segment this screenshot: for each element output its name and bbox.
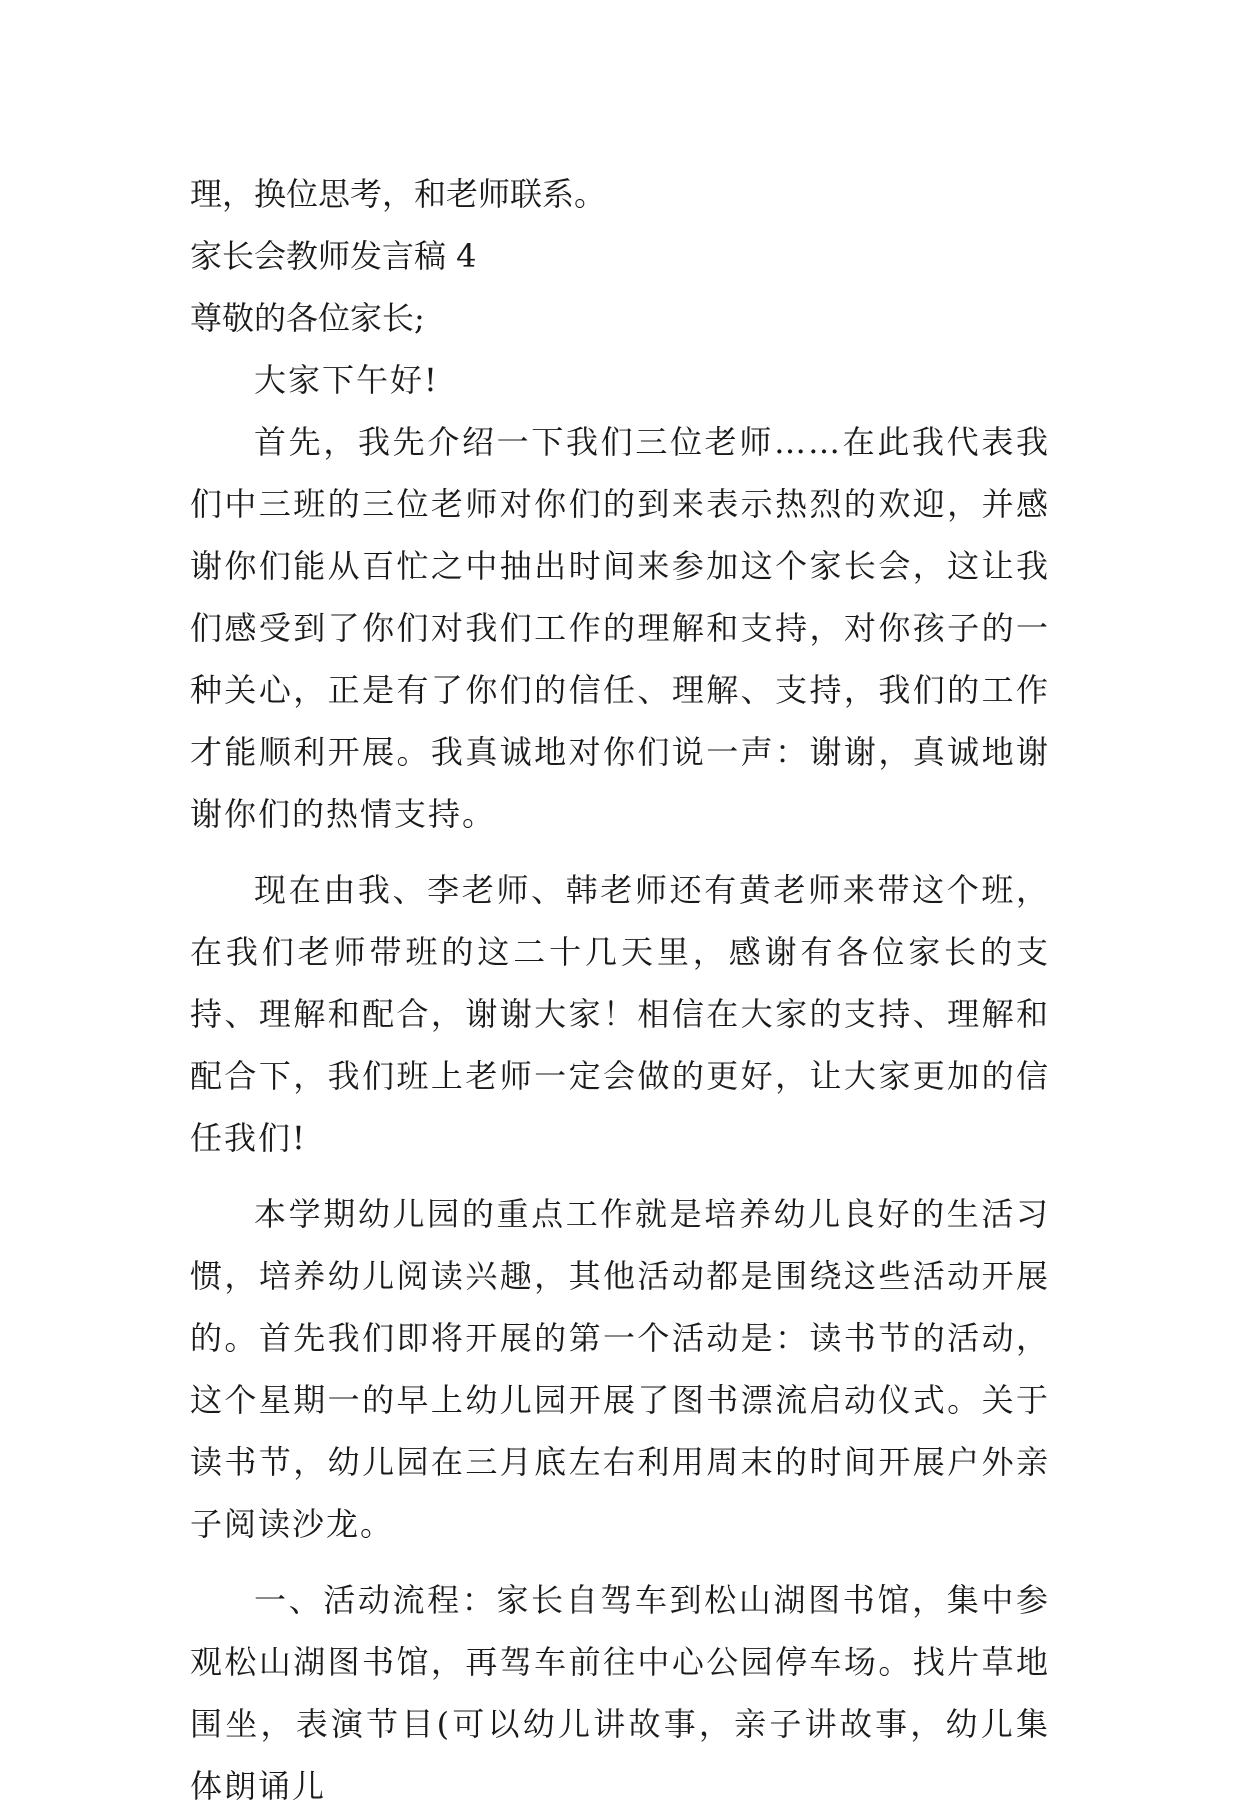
continuation-line: 理，换位思考，和老师联系。 bbox=[190, 175, 607, 213]
activity-process-paragraph: 一、活动流程：家长自驾车到松山湖图书馆，集中参观松山湖图书馆，再驾车前往中心公园停车场。找片草地围坐，表演节目(可以幼儿讲故事，亲子讲故事，幼儿集体朗诵儿 bbox=[190, 1581, 1050, 1805]
salutation: 尊敬的各位家长; bbox=[190, 299, 425, 337]
introduction-paragraph: 首先，我先介绍一下我们三位老师……在此我代表我们中三班的三位老师对你们的到来表示热烈的欢迎，并感谢你们能从百忙之中抽出时间来参加这个家长会，这让我们感受到了你们对我们工作的理解和支持，对你孩子的一种关心，正是有了你们的信任、理解、支持，我们的工作才能顺利开展。我真诚地对你们说一声：谢谢，真诚地谢谢你们的热情支持。 bbox=[190, 423, 1050, 833]
section-title: 家长会教师发言稿 4 bbox=[190, 237, 477, 275]
document-body bbox=[190, 163, 1050, 1817]
teachers-paragraph: 现在由我、李老师、韩老师还有黄老师来带这个班，在我们老师带班的这二十几天里，感谢有各位家长的支持、理解和配合，谢谢大家！相信在大家的支持、理解和配合下，我们班上老师一定会做的更好，让大家更加的信任我们! bbox=[190, 871, 1050, 1157]
greeting-paragraph: 大家下午好! bbox=[254, 361, 439, 399]
semester-work-paragraph: 本学期幼儿园的重点工作就是培养幼儿良好的生活习惯，培养幼儿阅读兴趣，其他活动都是围绕这些活动开展的。首先我们即将开展的第一个活动是：读书节的活动，这个星期一的早上幼儿园开展了图书漂流启动仪式。关于读书节，幼儿园在三月底左右利用周末的时间开展户外亲子阅读沙龙。 bbox=[190, 1195, 1050, 1543]
